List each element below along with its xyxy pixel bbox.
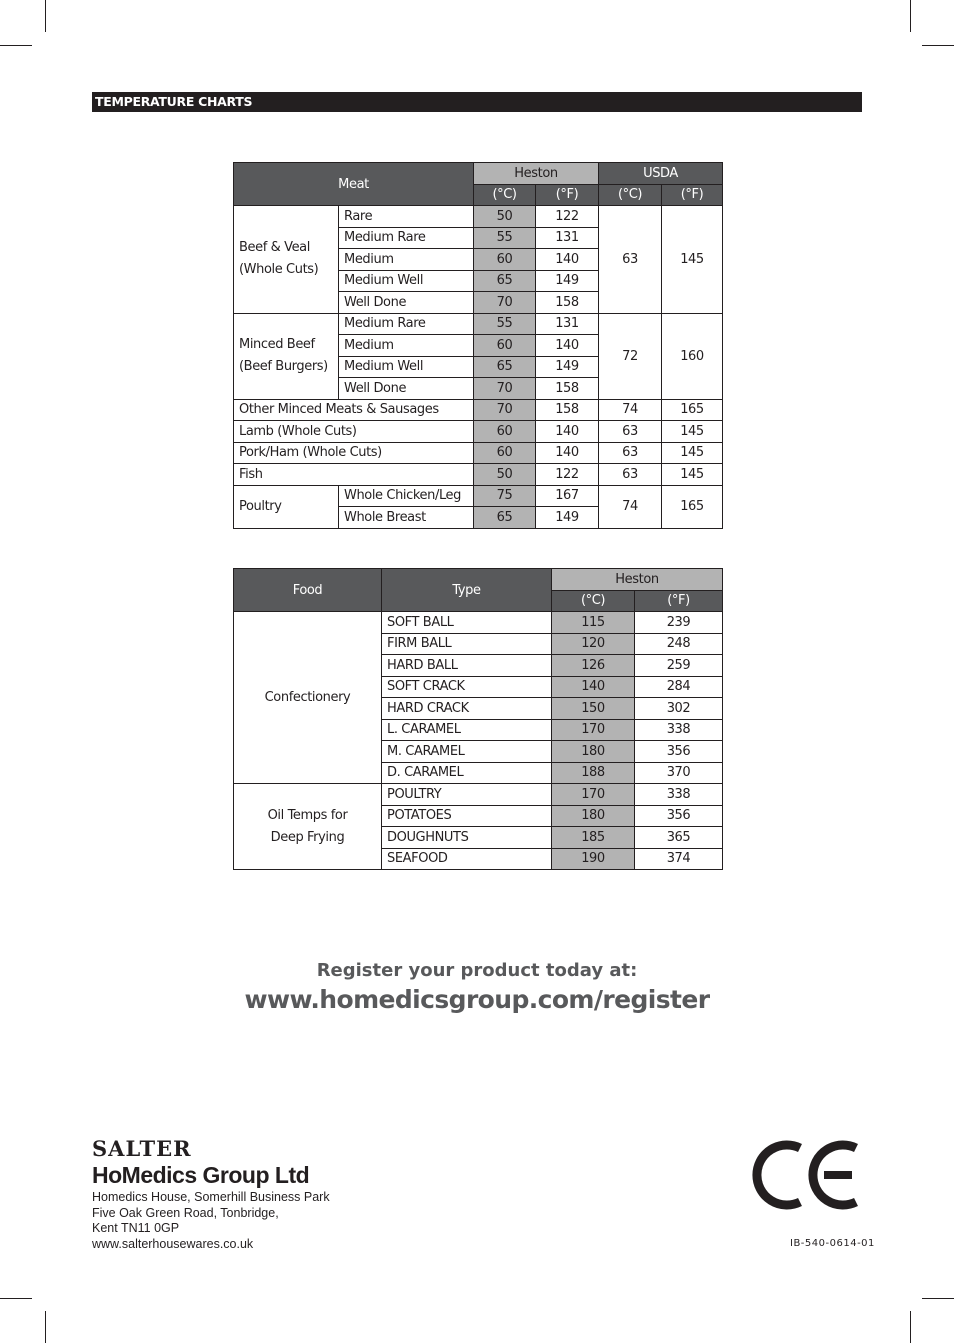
heston-fahrenheit: 140 — [536, 335, 599, 357]
heston-fahrenheit: 158 — [536, 399, 599, 421]
crop-mark — [910, 1311, 911, 1343]
heston-fahrenheit: 239 — [635, 612, 723, 634]
usda-fahrenheit: 145 — [662, 442, 723, 464]
doneness-label: Medium Well — [339, 270, 474, 292]
heston-fahrenheit: 140 — [536, 421, 599, 443]
register-url[interactable]: www.homedicsgroup.com/register — [244, 985, 710, 1014]
meat-label: Pork/Ham (Whole Cuts) — [234, 442, 474, 464]
usda-celsius: 63 — [599, 421, 662, 443]
usda-celsius: 72 — [599, 313, 662, 399]
crop-mark — [45, 1311, 46, 1343]
food-temperature-table — [233, 568, 723, 870]
heston-fahrenheit: 131 — [536, 227, 599, 249]
doneness-label: Medium — [339, 249, 474, 271]
heston-fahrenheit: 131 — [536, 313, 599, 335]
heston-fahrenheit: 374 — [635, 848, 723, 870]
type-label: SOFT BALL — [382, 612, 552, 634]
table-row — [234, 206, 723, 228]
heston-celsius: 170 — [552, 784, 635, 806]
usda-celsius: 63 — [599, 442, 662, 464]
heston-fahrenheit-header: (°F) — [536, 184, 599, 206]
heston-fahrenheit-header: (°F) — [635, 590, 723, 612]
food-group-name: Oil Temps for Deep Frying — [234, 784, 382, 870]
usda-fahrenheit: 145 — [662, 206, 723, 314]
heston-header: Heston — [474, 163, 599, 185]
heston-fahrenheit: 149 — [536, 507, 599, 529]
heston-celsius-header: (°C) — [552, 590, 635, 612]
doneness-label: Whole Chicken/Leg — [339, 485, 474, 507]
table-row — [234, 442, 723, 464]
meat-group-name: Minced Beef (Beef Burgers) — [234, 313, 339, 399]
table-row — [234, 485, 723, 507]
crop-mark — [0, 45, 32, 46]
meat-label: Lamb (Whole Cuts) — [234, 421, 474, 443]
usda-header: USDA — [599, 163, 723, 185]
heston-celsius: 60 — [474, 335, 536, 357]
type-label: FIRM BALL — [382, 633, 552, 655]
heston-celsius: 70 — [474, 378, 536, 400]
usda-celsius: 63 — [599, 464, 662, 486]
crop-mark — [45, 0, 46, 32]
heston-fahrenheit: 365 — [635, 827, 723, 849]
heston-fahrenheit: 356 — [635, 805, 723, 827]
usda-fahrenheit: 160 — [662, 313, 723, 399]
heston-celsius: 55 — [474, 227, 536, 249]
address-line: Five Oak Green Road, Tonbridge, — [92, 1206, 279, 1220]
salter-logo: SALTER — [92, 1136, 192, 1161]
type-label: POULTRY — [382, 784, 552, 806]
heston-celsius: 140 — [552, 676, 635, 698]
usda-celsius-header: (°C) — [599, 184, 662, 206]
company-name: HoMedics Group Ltd — [92, 1162, 310, 1188]
type-label: HARD BALL — [382, 655, 552, 677]
table-row — [234, 421, 723, 443]
heston-celsius: 60 — [474, 249, 536, 271]
register-prompt: Register your product today at: — [316, 960, 638, 981]
type-label: SEAFOOD — [382, 848, 552, 870]
type-header: Type — [382, 569, 552, 612]
heston-fahrenheit: 284 — [635, 676, 723, 698]
heston-fahrenheit: 158 — [536, 378, 599, 400]
address-line: Homedics House, Somerhill Business Park — [92, 1190, 330, 1204]
crop-mark — [910, 0, 911, 32]
heston-celsius: 126 — [552, 655, 635, 677]
heston-celsius: 120 — [552, 633, 635, 655]
section-title: TEMPERATURE CHARTS — [92, 92, 862, 112]
heston-celsius: 185 — [552, 827, 635, 849]
heston-celsius-header: (°C) — [474, 184, 536, 206]
usda-celsius: 74 — [599, 485, 662, 528]
doneness-label: Whole Breast — [339, 507, 474, 529]
heston-celsius: 115 — [552, 612, 635, 634]
doneness-label: Medium — [339, 335, 474, 357]
heston-fahrenheit: 370 — [635, 762, 723, 784]
heston-fahrenheit: 259 — [635, 655, 723, 677]
food-header: Food — [234, 569, 382, 612]
heston-celsius: 170 — [552, 719, 635, 741]
type-label: SOFT CRACK — [382, 676, 552, 698]
heston-celsius: 50 — [474, 206, 536, 228]
doneness-label: Well Done — [339, 378, 474, 400]
heston-fahrenheit: 140 — [536, 249, 599, 271]
crop-mark — [922, 45, 954, 46]
heston-fahrenheit: 356 — [635, 741, 723, 763]
heston-fahrenheit: 248 — [635, 633, 723, 655]
heston-fahrenheit: 149 — [536, 356, 599, 378]
usda-fahrenheit: 165 — [662, 485, 723, 528]
doneness-label: Rare — [339, 206, 474, 228]
document-reference: IB-540-0614-01 — [790, 1238, 875, 1249]
table-row — [234, 313, 723, 335]
ce-mark-icon — [752, 1136, 864, 1214]
heston-celsius: 60 — [474, 442, 536, 464]
heston-celsius: 180 — [552, 805, 635, 827]
heston-celsius: 190 — [552, 848, 635, 870]
website-link[interactable]: www.salterhousewares.co.uk — [92, 1237, 254, 1251]
table-row — [234, 464, 723, 486]
meat-group-name: Beef & Veal (Whole Cuts) — [234, 206, 339, 314]
usda-fahrenheit: 145 — [662, 464, 723, 486]
table-row — [234, 784, 723, 806]
heston-header: Heston — [552, 569, 723, 591]
meat-group-name: Poultry — [234, 485, 339, 528]
table-row — [234, 399, 723, 421]
usda-fahrenheit-header: (°F) — [662, 184, 723, 206]
heston-celsius: 65 — [474, 356, 536, 378]
usda-fahrenheit: 145 — [662, 421, 723, 443]
table-row — [234, 612, 723, 634]
heston-fahrenheit: 158 — [536, 292, 599, 314]
doneness-label: Medium Rare — [339, 227, 474, 249]
heston-fahrenheit: 338 — [635, 719, 723, 741]
usda-fahrenheit: 165 — [662, 399, 723, 421]
type-label: L. CARAMEL — [382, 719, 552, 741]
meat-label: Other Minced Meats & Sausages — [234, 399, 474, 421]
heston-celsius: 70 — [474, 399, 536, 421]
doneness-label: Well Done — [339, 292, 474, 314]
heston-celsius: 65 — [474, 507, 536, 529]
heston-celsius: 60 — [474, 421, 536, 443]
heston-fahrenheit: 122 — [536, 464, 599, 486]
type-label: DOUGHNUTS — [382, 827, 552, 849]
heston-celsius: 75 — [474, 485, 536, 507]
heston-fahrenheit: 149 — [536, 270, 599, 292]
heston-fahrenheit: 140 — [536, 442, 599, 464]
type-label: D. CARAMEL — [382, 762, 552, 784]
heston-celsius: 188 — [552, 762, 635, 784]
crop-mark — [922, 1298, 954, 1299]
heston-celsius: 50 — [474, 464, 536, 486]
heston-celsius: 150 — [552, 698, 635, 720]
doneness-label: Medium Rare — [339, 313, 474, 335]
usda-celsius: 63 — [599, 206, 662, 314]
heston-fahrenheit: 302 — [635, 698, 723, 720]
usda-celsius: 74 — [599, 399, 662, 421]
crop-mark — [0, 1298, 32, 1299]
food-group-name: Confectionery — [234, 612, 382, 784]
meat-header: Meat — [234, 163, 474, 206]
address-line: Kent TN11 0GP — [92, 1221, 180, 1235]
heston-celsius: 65 — [474, 270, 536, 292]
heston-fahrenheit: 338 — [635, 784, 723, 806]
meat-label: Fish — [234, 464, 474, 486]
heston-celsius: 70 — [474, 292, 536, 314]
heston-celsius: 55 — [474, 313, 536, 335]
heston-fahrenheit: 122 — [536, 206, 599, 228]
heston-fahrenheit: 167 — [536, 485, 599, 507]
type-label: M. CARAMEL — [382, 741, 552, 763]
type-label: HARD CRACK — [382, 698, 552, 720]
doneness-label: Medium Well — [339, 356, 474, 378]
meat-temperature-table — [233, 162, 723, 529]
type-label: POTATOES — [382, 805, 552, 827]
heston-celsius: 180 — [552, 741, 635, 763]
